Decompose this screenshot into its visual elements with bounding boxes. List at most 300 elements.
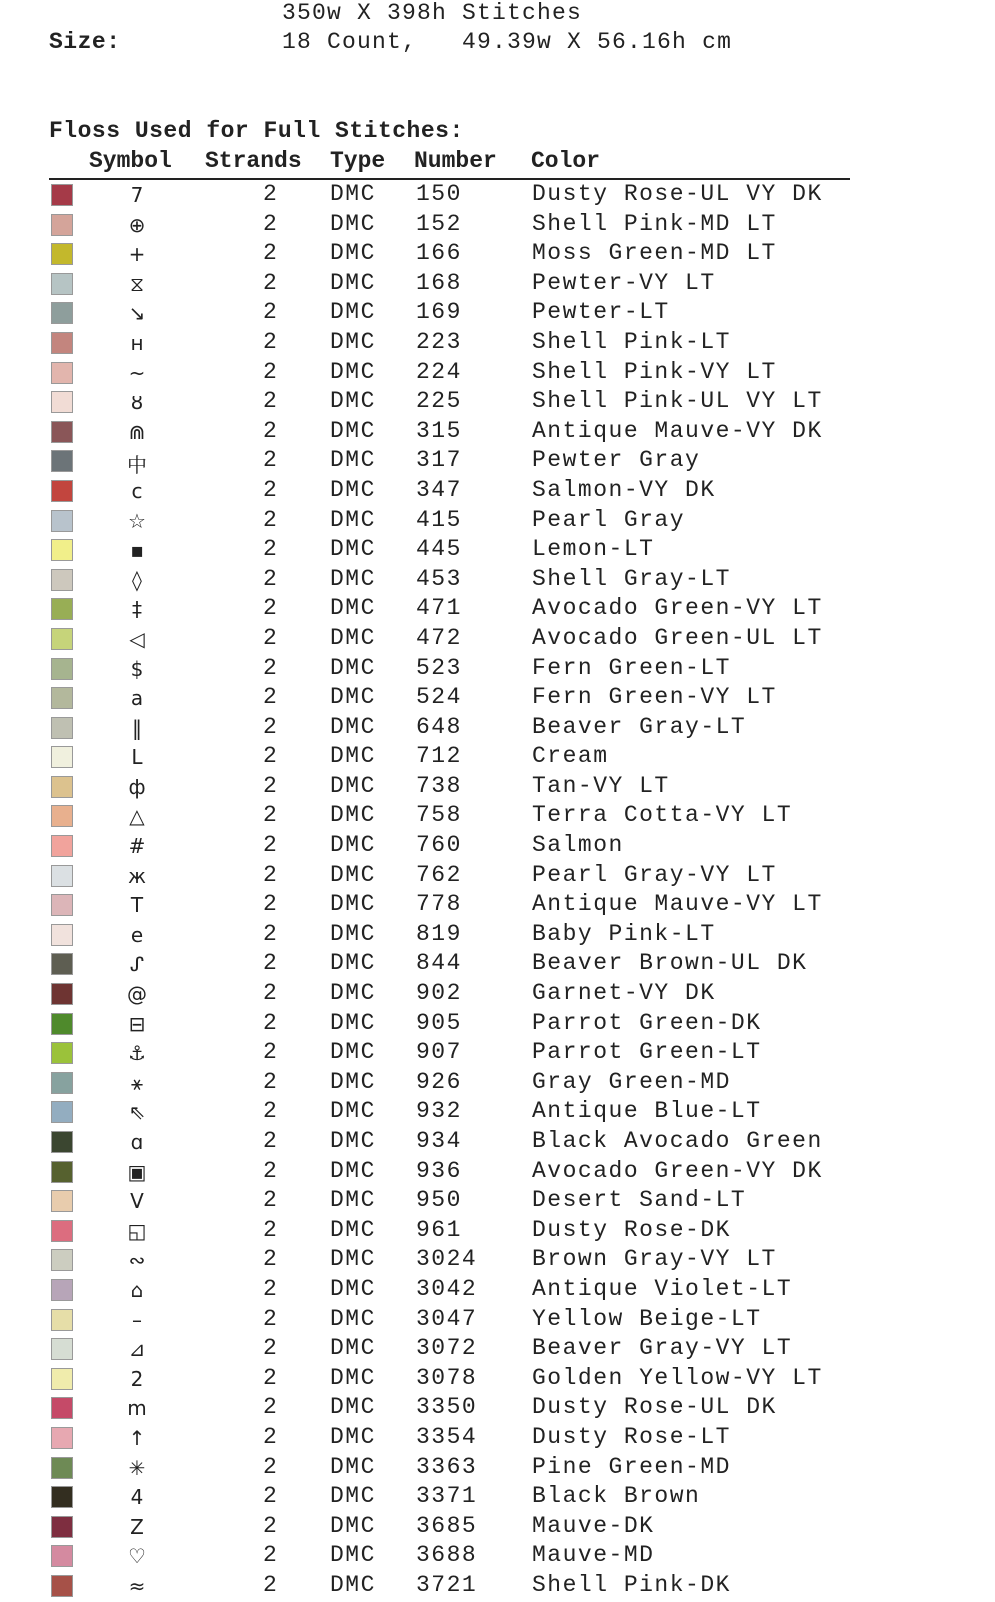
color-name-cell: Antique Blue-LT [532,1098,762,1125]
color-swatch [51,1368,73,1390]
color-swatch [51,983,73,1005]
table-row [0,388,995,418]
strands-cell: 2 [263,358,279,385]
color-swatch [51,1545,73,1567]
number-cell: 648 [416,713,462,740]
type-cell: DMC [330,299,376,326]
number-cell: 3047 [416,1305,478,1332]
number-cell: 819 [416,920,462,947]
strands-cell: 2 [263,684,279,711]
column-header-type: Type [330,148,386,174]
number-cell: 844 [416,950,462,977]
symbol-cell: ⊟ [128,1011,146,1036]
table-row [0,1276,995,1306]
color-swatch [51,480,73,502]
color-name-cell: Dusty Rose-UL VY DK [532,181,823,207]
type-cell: DMC [330,1039,376,1066]
type-cell: DMC [330,1068,376,1095]
size-stitches: 350w X 398h Stitches [282,0,583,26]
type-cell: DMC [330,506,376,533]
type-cell: DMC [330,210,376,237]
strands-cell: 2 [263,713,279,740]
type-cell: DMC [330,1128,376,1154]
color-swatch [51,1249,73,1271]
color-swatch [51,1190,73,1212]
strands-cell: 2 [263,536,279,563]
color-swatch [51,391,73,413]
strands-cell: 2 [263,891,279,918]
type-cell: DMC [330,1157,376,1184]
color-name-cell: Parrot Green-LT [532,1039,762,1066]
strands-cell: 2 [263,980,279,1007]
color-swatch [51,510,73,532]
table-row [0,1542,995,1572]
strands-cell: 2 [263,950,279,977]
symbol-cell: 2 [130,1366,144,1391]
table-row [0,359,995,389]
strands-cell: 2 [263,269,279,296]
symbol-cell: ‖ [132,715,142,740]
type-cell: DMC [330,1423,376,1450]
color-swatch [51,687,73,709]
type-cell: DMC [330,743,376,770]
type-cell: DMC [330,1187,376,1214]
strands-cell: 2 [263,417,279,444]
strands-cell: 2 [263,920,279,947]
color-name-cell: Beaver Gray-LT [532,713,747,740]
table-row [0,1246,995,1276]
strands-cell: 2 [263,743,279,770]
number-cell: 453 [416,565,462,592]
table-row [0,1572,995,1602]
color-swatch [51,658,73,680]
symbol-cell: ♡ [128,1544,146,1569]
table-row [0,1128,995,1158]
table-row [0,862,995,892]
symbol-cell: ☆ [128,508,146,533]
color-name-cell: Salmon [532,832,624,859]
header-divider [49,178,850,180]
number-cell: 712 [416,743,462,770]
table-row [0,181,995,211]
number-cell: 471 [416,595,462,622]
table-header [0,148,995,176]
strands-cell: 2 [263,1246,279,1273]
symbol-cell: T [130,893,144,918]
type-cell: DMC [330,1483,376,1510]
number-cell: 961 [416,1216,462,1243]
number-cell: 3721 [416,1571,478,1598]
color-swatch [51,598,73,620]
color-name-cell: Desert Sand-LT [532,1187,747,1214]
number-cell: 223 [416,328,462,355]
type-cell: DMC [330,328,376,355]
column-header-symbol: Symbol [89,148,172,174]
strands-cell: 2 [263,595,279,622]
symbol-cell: $ [130,656,144,681]
type-cell: DMC [330,181,376,207]
color-swatch [51,1457,73,1479]
strands-cell: 2 [263,1187,279,1214]
number-cell: 760 [416,832,462,859]
color-swatch [51,569,73,591]
color-swatch [51,539,73,561]
color-name-cell: Shell Pink-MD LT [532,210,777,237]
symbol-cell: ▣ [127,1159,147,1184]
floss-table [0,181,995,1602]
strands-cell: 2 [263,654,279,681]
number-cell: 3688 [416,1542,478,1569]
number-cell: 169 [416,299,462,326]
type-cell: DMC [330,920,376,947]
color-name-cell: Avocado Green-VY LT [532,595,823,622]
number-cell: 3371 [416,1483,478,1510]
symbol-cell: ⊕ [128,212,146,237]
color-swatch [51,1072,73,1094]
symbol-cell: 中 [127,453,147,478]
number-cell: 934 [416,1128,462,1154]
type-cell: DMC [330,832,376,859]
table-row [0,1010,995,1040]
strands-cell: 2 [263,861,279,888]
table-row [0,1098,995,1128]
number-cell: 524 [416,684,462,711]
color-swatch [51,1486,73,1508]
color-name-cell: Brown Gray-VY LT [532,1246,777,1273]
symbol-cell: ⧖ [129,271,145,296]
color-swatch [51,1279,73,1301]
table-row [0,1483,995,1513]
symbol-cell: ⚓ [128,1041,146,1066]
color-swatch [51,1013,73,1035]
number-cell: 415 [416,506,462,533]
color-swatch [51,1397,73,1419]
table-row [0,1217,995,1247]
color-name-cell: Shell Gray-LT [532,565,731,592]
color-name-cell: Moss Green-MD LT [532,240,777,267]
color-name-cell: Dusty Rose-LT [532,1423,731,1450]
table-row [0,980,995,1010]
color-swatch [51,243,73,265]
color-name-cell: Avocado Green-VY DK [532,1157,823,1184]
color-swatch [51,1042,73,1064]
type-cell: DMC [330,1305,376,1332]
symbol-cell: c [131,478,143,503]
color-swatch [51,1161,73,1183]
symbol-cell: ▪ [130,538,144,563]
strands-cell: 2 [263,1068,279,1095]
strands-cell: 2 [263,1423,279,1450]
table-row [0,1454,995,1484]
strands-cell: 2 [263,1039,279,1066]
number-cell: 902 [416,980,462,1007]
table-row [0,655,995,685]
color-swatch [51,332,73,354]
color-name-cell: Yellow Beige-LT [532,1305,762,1332]
color-swatch [51,421,73,443]
number-cell: 168 [416,269,462,296]
symbol-cell: m [127,1396,147,1421]
type-cell: DMC [330,1335,376,1362]
type-cell: DMC [330,536,376,563]
strands-cell: 2 [263,772,279,799]
size-dimensions: 18 Count, 49.39w X 56.16h cm [282,29,733,55]
strands-cell: 2 [263,388,279,415]
symbol-cell: @ [127,982,147,1007]
type-cell: DMC [330,1394,376,1421]
table-row [0,950,995,980]
strands-cell: 2 [263,506,279,533]
column-header-number: Number [414,148,497,174]
symbol-cell: ⌂ [130,1277,144,1302]
number-cell: 950 [416,1187,462,1214]
table-row [0,1513,995,1543]
table-row [0,507,995,537]
number-cell: 317 [416,447,462,474]
type-cell: DMC [330,565,376,592]
color-name-cell: Black Avocado Green [532,1128,823,1154]
color-name-cell: Antique Mauve-VY DK [532,417,823,444]
symbol-cell: ↑ [128,1425,146,1450]
number-cell: 523 [416,654,462,681]
number-cell: 3078 [416,1364,478,1391]
color-name-cell: Terra Cotta-VY LT [532,802,793,829]
strands-cell: 2 [263,1453,279,1480]
symbol-cell: – [132,1307,142,1332]
table-row [0,714,995,744]
color-swatch [51,450,73,472]
table-row [0,773,995,803]
symbol-cell: ≈ [128,1573,146,1598]
strands-cell: 2 [263,1305,279,1332]
table-row [0,329,995,359]
color-name-cell: Mauve-MD [532,1542,655,1569]
number-cell: 3354 [416,1423,478,1450]
symbol-cell: △ [129,804,145,829]
color-swatch [51,776,73,798]
color-name-cell: Tan-VY LT [532,772,670,799]
number-cell: 907 [416,1039,462,1066]
symbol-cell: ф [128,774,146,799]
strands-cell: 2 [263,299,279,326]
type-cell: DMC [330,1571,376,1598]
table-row [0,418,995,448]
type-cell: DMC [330,1009,376,1036]
type-cell: DMC [330,1512,376,1539]
table-row [0,684,995,714]
type-cell: DMC [330,1542,376,1569]
symbol-cell: ⇖ [128,1100,146,1125]
symbol-cell: н [130,330,144,355]
color-name-cell: Shell Pink-UL VY LT [532,388,823,415]
color-swatch [51,894,73,916]
type-cell: DMC [330,240,376,267]
color-name-cell: Parrot Green-DK [532,1009,762,1036]
type-cell: DMC [330,476,376,503]
number-cell: 3350 [416,1394,478,1421]
color-name-cell: Beaver Brown-UL DK [532,950,808,977]
type-cell: DMC [330,772,376,799]
strands-cell: 2 [263,1542,279,1569]
symbol-cell: 4 [130,1485,144,1510]
type-cell: DMC [330,1453,376,1480]
number-cell: 3024 [416,1246,478,1273]
color-swatch [51,1427,73,1449]
strands-cell: 2 [263,328,279,355]
color-name-cell: Antique Mauve-VY LT [532,891,823,918]
number-cell: 347 [416,476,462,503]
symbol-cell: ᔑ [129,952,145,977]
strands-cell: 2 [263,1157,279,1184]
number-cell: 762 [416,861,462,888]
type-cell: DMC [330,388,376,415]
type-cell: DMC [330,447,376,474]
number-cell: 3042 [416,1275,478,1302]
symbol-cell: ȣ [130,390,144,415]
symbol-cell: 7 [130,183,144,207]
type-cell: DMC [330,624,376,651]
type-cell: DMC [330,1364,376,1391]
table-row [0,595,995,625]
type-cell: DMC [330,269,376,296]
column-header-color: Color [531,148,601,174]
color-name-cell: Fern Green-LT [532,654,731,681]
symbol-cell: ⊿ [128,1337,146,1362]
strands-cell: 2 [263,476,279,503]
number-cell: 778 [416,891,462,918]
color-name-cell: Fern Green-VY LT [532,684,777,711]
table-row [0,1306,995,1336]
number-cell: 905 [416,1009,462,1036]
type-cell: DMC [330,950,376,977]
strands-cell: 2 [263,181,279,207]
color-swatch [51,273,73,295]
symbol-cell: ~ [128,360,146,385]
color-swatch [51,924,73,946]
type-cell: DMC [330,1275,376,1302]
symbol-cell: ∾ [128,1248,146,1273]
table-row [0,1187,995,1217]
number-cell: 166 [416,240,462,267]
strands-cell: 2 [263,565,279,592]
strands-cell: 2 [263,1009,279,1036]
table-row [0,1394,995,1424]
size-label: Size: [49,29,121,55]
number-cell: 3363 [416,1453,478,1480]
color-name-cell: Gray Green-MD [532,1068,731,1095]
color-name-cell: Pine Green-MD [532,1453,731,1480]
color-swatch [51,184,73,206]
color-swatch [51,628,73,650]
table-row [0,802,995,832]
number-cell: 936 [416,1157,462,1184]
color-name-cell: Salmon-VY DK [532,476,716,503]
table-row [0,477,995,507]
table-row [0,921,995,951]
color-swatch [51,835,73,857]
type-cell: DMC [330,358,376,385]
type-cell: DMC [330,684,376,711]
color-swatch [51,214,73,236]
strands-cell: 2 [263,1571,279,1598]
table-row [0,743,995,773]
strands-cell: 2 [263,1216,279,1243]
strands-cell: 2 [263,802,279,829]
table-row [0,299,995,329]
table-row [0,891,995,921]
color-name-cell: Garnet-VY DK [532,980,716,1007]
color-swatch [51,1131,73,1153]
type-cell: DMC [330,980,376,1007]
table-row [0,1158,995,1188]
color-swatch [51,1220,73,1242]
symbol-cell: e [130,922,144,947]
color-swatch [51,1575,73,1597]
table-row [0,566,995,596]
color-swatch [51,1309,73,1331]
type-cell: DMC [330,654,376,681]
number-cell: 738 [416,772,462,799]
table-row [0,625,995,655]
number-cell: 3685 [416,1512,478,1539]
number-cell: 926 [416,1068,462,1095]
table-row [0,536,995,566]
color-name-cell: Dusty Rose-UL DK [532,1394,777,1421]
column-header-strands: Strands [205,148,302,174]
color-name-cell: Golden Yellow-VY LT [532,1364,823,1391]
symbol-cell: + [128,242,146,267]
type-cell: DMC [330,713,376,740]
symbol-cell: ◱ [127,1218,147,1243]
strands-cell: 2 [263,210,279,237]
table-row [0,240,995,270]
color-name-cell: Baby Pink-LT [532,920,716,947]
type-cell: DMC [330,1246,376,1273]
symbol-cell: # [128,834,146,859]
color-name-cell: Pewter Gray [532,447,701,474]
color-swatch [51,362,73,384]
number-cell: 472 [416,624,462,651]
color-swatch [51,717,73,739]
symbol-cell: V [130,1189,144,1214]
strands-cell: 2 [263,832,279,859]
color-swatch [51,1101,73,1123]
color-name-cell: Pewter-LT [532,299,670,326]
symbol-cell: ⚹ [131,1070,143,1095]
symbol-cell: L [131,745,143,770]
strands-cell: 2 [263,1128,279,1154]
number-cell: 225 [416,388,462,415]
symbol-cell: ◊ [132,567,142,592]
symbol-cell: Z [130,1514,144,1539]
strands-cell: 2 [263,1275,279,1302]
type-cell: DMC [330,595,376,622]
color-swatch [51,1338,73,1360]
number-cell: 150 [416,181,462,207]
color-name-cell: Pearl Gray-VY LT [532,861,777,888]
section-title: Floss Used for Full Stitches: [49,118,464,144]
table-row [0,211,995,241]
color-name-cell: Shell Pink-LT [532,328,731,355]
color-name-cell: Pearl Gray [532,506,686,533]
table-row [0,1335,995,1365]
number-cell: 758 [416,802,462,829]
type-cell: DMC [330,1216,376,1243]
strands-cell: 2 [263,1394,279,1421]
color-name-cell: Mauve-DK [532,1512,655,1539]
symbol-cell: a [130,686,144,711]
type-cell: DMC [330,891,376,918]
